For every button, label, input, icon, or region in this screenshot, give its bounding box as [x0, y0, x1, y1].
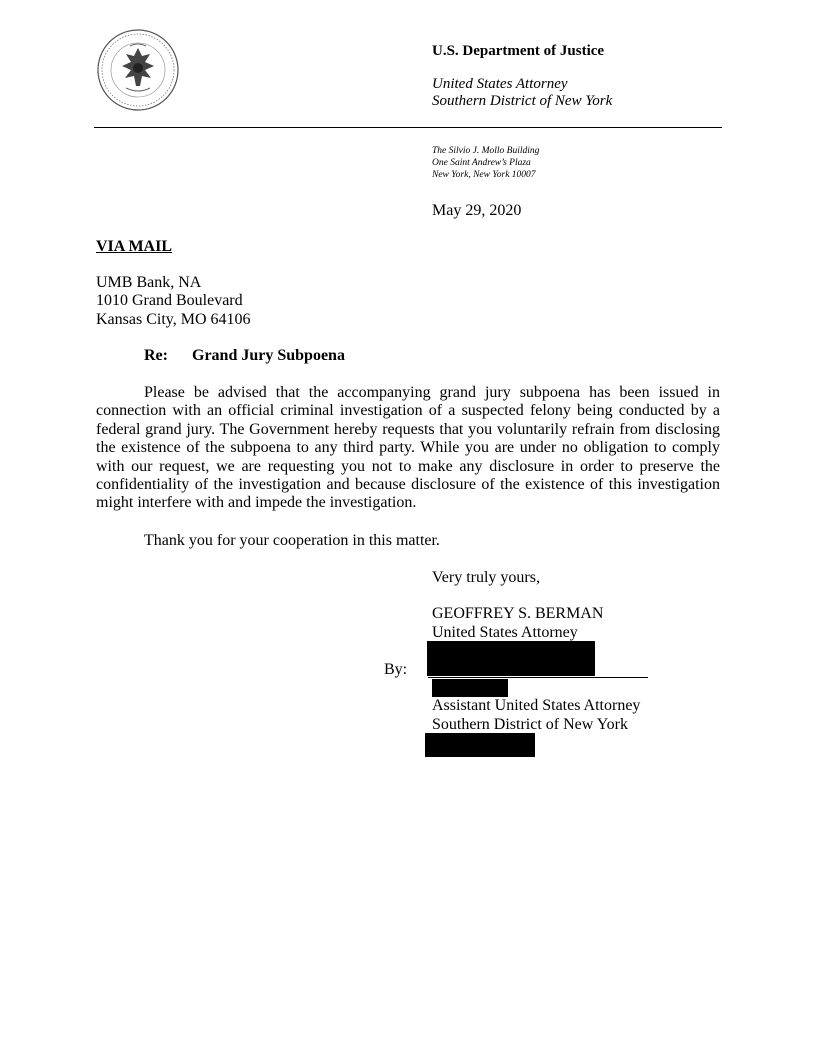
recipient-line-3: Kansas City, MO 64106	[96, 311, 251, 328]
doj-seal-icon	[96, 28, 180, 112]
office-line-1: United States Attorney	[432, 76, 568, 92]
recipient-line-2: 1010 Grand Boulevard	[96, 292, 243, 309]
recipient-line-1: UMB Bank, NA	[96, 274, 202, 291]
agency-name: U.S. Department of Justice	[432, 43, 605, 59]
re-subject: Grand Jury Subpoena	[192, 347, 345, 364]
delivery-method: VIA MAIL	[96, 238, 173, 255]
redaction-signature	[427, 641, 595, 676]
body-paragraph: Please be advised that the accompanying grand jury subpoena has been issued in connection with an official criminal investigation of a suspected felony being conducted by a federal grand jury. The Government hereby requests that you voluntarily refrain from disclosing the existence of the subpoena to any third party. While you are under no obligation to comply with our request, we are requesting you not to make any disclosure in order to preserve the confidentiality of the investigation and because disclosure of the existence of this investigation might interfere with and impede the investigation.	[96, 384, 720, 512]
redaction-ausa-name	[432, 679, 508, 697]
thanks-line: Thank you for your cooperation in this matter.	[144, 532, 440, 549]
signer-name: GEOFFREY S. BERMAN	[432, 605, 604, 622]
redaction-contact	[425, 733, 535, 757]
closing: Very truly yours,	[432, 569, 540, 586]
signer-title: United States Attorney	[432, 624, 578, 641]
by-label: By:	[384, 661, 408, 678]
ausa-title: Assistant United States Attorney	[432, 697, 641, 714]
ausa-district: Southern District of New York	[432, 716, 628, 733]
letter-date: May 29, 2020	[432, 202, 522, 219]
signature-line	[428, 677, 648, 678]
office-address-line-3: New York, New York 10007	[432, 170, 536, 180]
header-divider	[94, 127, 722, 128]
office-address-line-1: The Silvio J. Mollo Building	[432, 146, 540, 156]
office-line-2: Southern District of New York	[432, 93, 613, 109]
office-address-line-2: One Saint Andrew’s Plaza	[432, 158, 531, 168]
re-label: Re:	[144, 347, 168, 364]
